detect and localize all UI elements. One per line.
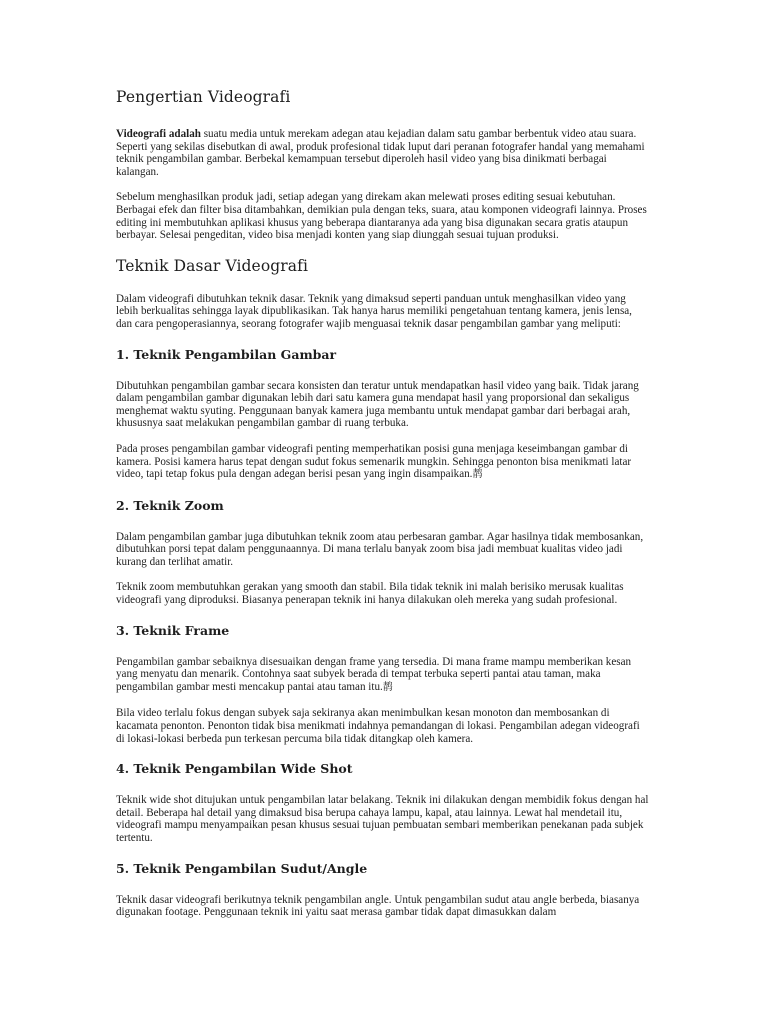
- glyph-mark: 䴖: [382, 681, 393, 693]
- heading-teknik-sudut-angle: 5. Teknik Pengambilan Sudut/Angle: [116, 860, 368, 876]
- heading-teknik-pengambilan-gambar: 1. Teknik Pengambilan Gambar: [116, 346, 337, 362]
- intro-text: suatu media untuk merekam adegan atau kejadian dalam satu gambar berbentuk video atau suara. Seperti yang sekilas disebutkan di awal, produk profesional tidak luput dari peranan fotografer handal yang memahami teknik pengambilan gambar. Berbekal kemampuan tersebut diperoleh hasil video yang bisa dinikmati berbagai kalangan.: [116, 128, 645, 178]
- paragraph-2a: Dalam pengambilan gambar juga dibutuhkan teknik zoom atau perbesaran gambar. Agar hasilnya tidak membosankan, dibutuhkan porsi tepat dalam penggunaannya. Di mana terlalu banyak zoom bisa jadi membuat kualitas video jadi kurang dan terlihat amatir.: [116, 530, 644, 568]
- paragraph-3a: [116, 656, 650, 695]
- heading-teknik-dasar: Teknik Dasar Videografi: [116, 256, 309, 275]
- heading-pengertian-videografi: Pengertian Videografi: [116, 88, 291, 106]
- paragraph-3b: Bila video terlalu fokus dengan subyek saja sekiranya akan menimbulkan kesan monoton dan membosankan di kacamata penonton. Penonton tidak bisa menikmati indahnya pemandangan di lokasi. Pengambilan adegan videografi di lokasi-lokasi berbeda pun terkesan percuma bila tidak ditangkap oleh kamera.: [116, 707, 640, 745]
- paragraph-4a: Teknik wide shot ditujukan untuk pengambilan latar belakang. Teknik ini dilakukan dengan membidik fokus dengan hal detail. Beberapa hal detail yang dimaksud bisa berupa cahaya lampu, kapal, atau lainnya. Lewat hal mendetail itu, videografi mampu menyampaikan pesan khusus sesuai tujuan pembuatan sembari memberikan penekanan pada subjek tertentu.: [116, 794, 649, 844]
- heading-teknik-frame: 3. Teknik Frame: [116, 622, 230, 638]
- paragraph-editing: Sebelum menghasilkan produk jadi, setiap adegan yang direkam akan melewati proses editing sesuai kebutuhan. Berbagai efek dan filter bisa ditambahkan, demikian pula dengan teks, suara, atau komponen videografi lainnya. Proses editing ini membutuhkan aplikasi khusus yang beberapa diantaranya ada yang bisa digunakan secara gratis ataupun berbayar. Selesai pengeditan, video bisa menjadi konten yang siap diunggah sesuai tujuan produksi.: [116, 191, 647, 242]
- paragraph-1b-text: Pada proses pengambilan gambar videografi penting memperhatikan posisi guna menjaga keseimbangan gambar di kamera. Posisi kamera harus tepat dengan sudut fokus semenarik mungkin. Sehingga penonton bisa menikmati latar video, tapi tetap fokus pula dengan adegan berisi pesan yang ingin disampaikan.: [116, 442, 632, 481]
- glyph-mark: 䴖: [472, 469, 483, 481]
- paragraph-intro: [116, 128, 650, 178]
- paragraph-2b: Teknik zoom membutuhkan gerakan yang smooth dan stabil. Bila tidak teknik ini malah berisiko merusak kualitas videografi yang diproduksi. Biasanya penerapan teknik ini hanya dilakukan oleh mereka yang sudah profesional.: [116, 581, 624, 607]
- paragraph-1b: [116, 443, 650, 482]
- intro-bold-term: Videografi adalah: [116, 128, 201, 140]
- heading-teknik-wide-shot: 4. Teknik Pengambilan Wide Shot: [116, 761, 353, 777]
- paragraph-1a: Dibutuhkan pengambilan gambar secara konsisten dan teratur untuk mendapatkan hasil video yang baik. Tidak jarang dalam pengambilan gambar digunakan lebih dari satu kamera guna mendapat hasil yang proporsional dan sekaligus menghemat waktu syuting. Penggunaan banyak kamera juga membantu untuk mendapat gambar dari berbagai arah, khususnya saat melakukan pengambilan gambar di ruang terbuka.: [116, 379, 639, 430]
- paragraph-teknik-dasar: Dalam videografi dibutuhkan teknik dasar. Teknik yang dimaksud seperti panduan untuk menghasilkan video yang lebih berkualitas sehingga layak dipublikasikan. Tak hanya harus memiliki pengetahuan tentang kamera, jenis lensa, dan cara pengoperasiannya, seorang fotografer wajib menguasai teknik dasar pengambilan gambar yang meliputi:: [116, 292, 632, 330]
- heading-teknik-zoom: 2. Teknik Zoom: [116, 497, 224, 513]
- paragraph-3a-text: Pengambilan gambar sebaiknya disesuaikan dengan frame yang tersedia. Di mana frame mampu memberikan kesan yang menyatu dan menarik. Contohnya saat subyek berada di tempat terbuka seperti pantai atau taman, maka pengambilan gambar mesti mencakup pantai atau taman itu.: [116, 655, 632, 693]
- paragraph-5a: Teknik dasar videografi berikutnya teknik pengambilan angle. Untuk pengambilan sudut atau angle berbeda, biasanya digunakan footage. Penggunaan teknik ini yaitu saat merasa gambar tidak dapat dimasukkan dalam: [116, 893, 640, 919]
